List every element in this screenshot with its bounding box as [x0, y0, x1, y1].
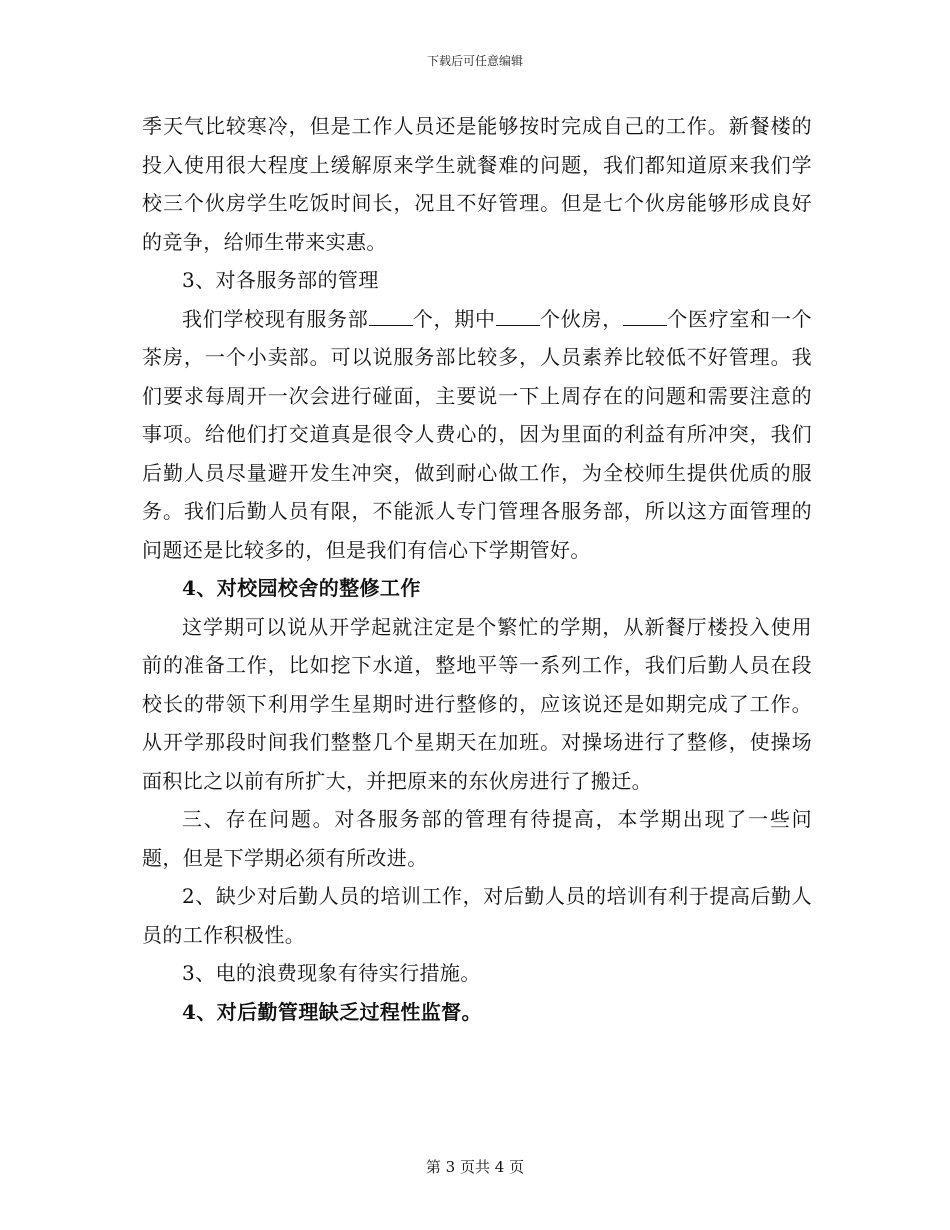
fill-blank — [369, 309, 413, 326]
text-segment: 个医疗室和一个茶房，一个小卖部。可以说服务部比较多，人员素养比较低不好管理。我们要求每周开一次会进行碰面，主要说一下上周存在的问题和需要注意的事项。给他们打交道真是很令人费心的，因为里面的利益有所冲突，我们后勤人员尽量避开发生冲突，做到耐心做工作，为全校师生提供优质的服务。我们后勤人员有限，不能派人专门管理各服务部，所以这方面管理的问题还是比较多的，但是我们有信心下学期管好。 — [142, 306, 812, 562]
text-segment: 我们学校现有服务部 — [182, 306, 369, 331]
text-segment: 个，期中 — [412, 306, 496, 331]
fill-blank — [496, 309, 540, 326]
paragraph-renovation: 这学期可以说从开学起就注定是个繁忙的学期，从新餐厅楼投入使用前的准备工作，比如挖下水道，整地平等一系列工作，我们后勤人员在段校长的带领下利用学生星期时进行整修的，应该说还是如期完成了工作。从开学那段时间我们整整几个星期天在加班。对操场进行了整修，使操场面积比之以前有所扩大，并把原来的东伙房进行了搬迁。 — [142, 614, 812, 793]
section-heading-supervision: 4、对后勤管理缺乏过程性监督。 — [182, 999, 482, 1024]
paragraph-dining-hall: 季天气比较寒冷，但是工作人员还是能够按时完成自己的工作。新餐楼的投入使用很大程度上缓解原来学生就餐难的问题，我们都知道原来我们学校三个伙房学生吃饭时间长，况且不好管理。但是七个伙房能够形成良好的竞争，给师生带来实惠。 — [142, 114, 812, 254]
section-heading-service-departments: 3、对各服务部的管理 — [182, 268, 379, 292]
document-body — [142, 107, 812, 1031]
text-segment: 个伙房， — [539, 306, 623, 331]
paragraph-service-departments — [142, 300, 812, 570]
fill-blank — [623, 309, 667, 326]
paragraph-electricity: 3、电的浪费现象有待实行措施。 — [182, 961, 481, 985]
page-header: 下载后可任意编辑 — [426, 54, 523, 68]
page-footer: 第 3 页共 4 页 — [425, 1158, 525, 1176]
paragraph-problems: 三、存在问题。对各服务部的管理有待提高，本学期出现了一些问题，但是下学期必须有所改进。 — [142, 807, 812, 870]
paragraph-training: 2、缺少对后勤人员的培训工作，对后勤人员的培训有利于提高后勤人员的工作积极性。 — [142, 884, 812, 947]
section-heading-renovation: 4、对校园校舍的整修工作 — [182, 576, 421, 600]
